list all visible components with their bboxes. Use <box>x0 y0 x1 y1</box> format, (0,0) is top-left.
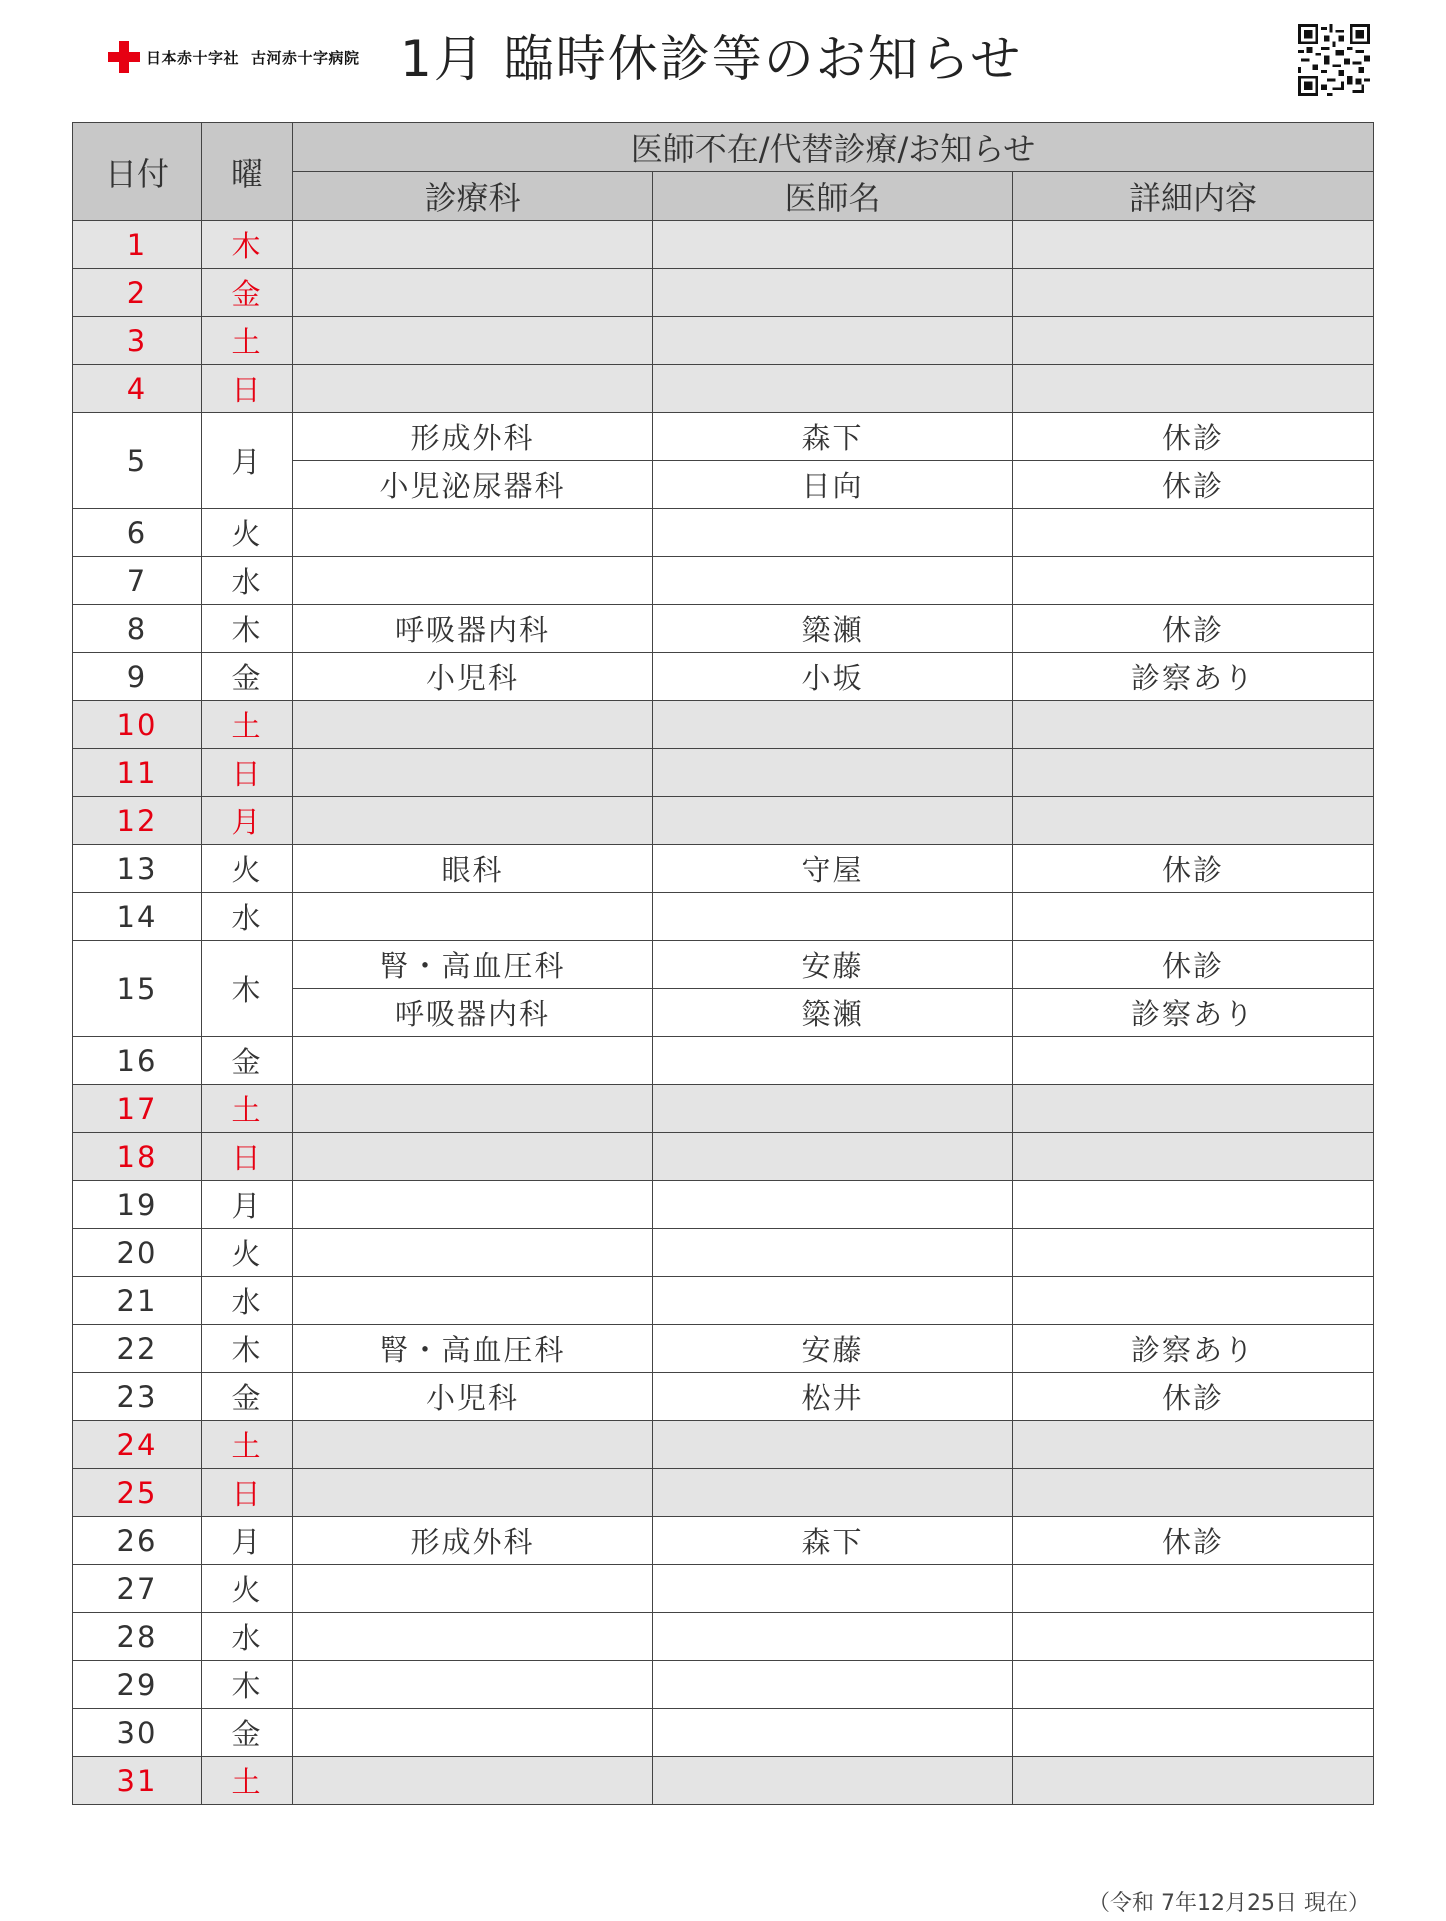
department-cell <box>293 1565 653 1613</box>
detail-cell: 休診 <box>1013 605 1374 653</box>
table-row <box>73 653 1374 701</box>
date-cell: 6 <box>73 509 202 557</box>
date-cell: 11 <box>73 749 202 797</box>
date-cell: 28 <box>73 1613 202 1661</box>
weekday-cell: 火 <box>202 1229 293 1277</box>
table-row <box>73 893 1374 941</box>
weekday-cell: 日 <box>202 1469 293 1517</box>
date-cell: 7 <box>73 557 202 605</box>
red-cross-icon <box>108 41 140 73</box>
date-cell: 9 <box>73 653 202 701</box>
detail-cell <box>1013 1757 1374 1805</box>
date-cell: 5 <box>73 413 202 509</box>
detail-cell: 診察あり <box>1013 1325 1374 1373</box>
table-row <box>73 269 1374 317</box>
weekday-cell: 土 <box>202 1085 293 1133</box>
weekday-cell: 日 <box>202 1133 293 1181</box>
table-row <box>73 797 1374 845</box>
doctor-cell <box>653 1613 1013 1661</box>
date-cell: 22 <box>73 1325 202 1373</box>
department-cell <box>293 317 653 365</box>
table-row <box>73 509 1374 557</box>
detail-cell <box>1013 1085 1374 1133</box>
department-cell <box>293 1277 653 1325</box>
date-cell: 4 <box>73 365 202 413</box>
weekday-cell: 日 <box>202 749 293 797</box>
detail-cell <box>1013 893 1374 941</box>
weekday-cell: 木 <box>202 605 293 653</box>
detail-cell: 休診 <box>1013 1373 1374 1421</box>
table-row <box>73 1469 1374 1517</box>
weekday-cell: 火 <box>202 1565 293 1613</box>
department-cell <box>293 1661 653 1709</box>
department-cell <box>293 269 653 317</box>
qr-code-icon[interactable] <box>1298 24 1370 96</box>
weekday-cell: 金 <box>202 1709 293 1757</box>
table-row <box>73 1613 1374 1661</box>
header-weekday: 曜 <box>202 123 293 221</box>
doctor-cell <box>653 509 1013 557</box>
table-row <box>73 365 1374 413</box>
department-cell <box>293 1085 653 1133</box>
doctor-cell <box>653 1181 1013 1229</box>
weekday-cell: 土 <box>202 1757 293 1805</box>
header-group: 医師不在/代替診療/お知らせ <box>293 123 1374 172</box>
date-cell: 23 <box>73 1373 202 1421</box>
department-cell <box>293 893 653 941</box>
department-cell: 呼吸器内科 <box>293 989 653 1037</box>
department-cell: 腎・高血圧科 <box>293 941 653 989</box>
detail-cell: 休診 <box>1013 461 1374 509</box>
date-cell: 1 <box>73 221 202 269</box>
weekday-cell: 木 <box>202 1325 293 1373</box>
detail-cell: 休診 <box>1013 845 1374 893</box>
detail-cell <box>1013 1133 1374 1181</box>
header-details: 詳細内容 <box>1013 172 1374 221</box>
department-cell <box>293 1229 653 1277</box>
doctor-cell <box>653 365 1013 413</box>
department-cell: 形成外科 <box>293 413 653 461</box>
department-cell <box>293 1709 653 1757</box>
org-name: 日本赤十字社 <box>146 48 240 67</box>
doctor-cell <box>653 269 1013 317</box>
department-cell: 呼吸器内科 <box>293 605 653 653</box>
detail-cell <box>1013 1613 1374 1661</box>
department-cell <box>293 1613 653 1661</box>
table-row <box>73 1565 1374 1613</box>
detail-cell <box>1013 1181 1374 1229</box>
table-row <box>73 1085 1374 1133</box>
department-cell <box>293 797 653 845</box>
detail-cell <box>1013 1661 1374 1709</box>
detail-cell <box>1013 1229 1374 1277</box>
detail-cell <box>1013 269 1374 317</box>
detail-cell <box>1013 1565 1374 1613</box>
table-row <box>73 1037 1374 1085</box>
date-cell: 16 <box>73 1037 202 1085</box>
weekday-cell: 月 <box>202 1181 293 1229</box>
doctor-cell: 安藤 <box>653 941 1013 989</box>
date-cell: 14 <box>73 893 202 941</box>
table-row <box>73 701 1374 749</box>
weekday-cell: 火 <box>202 845 293 893</box>
department-cell <box>293 1037 653 1085</box>
table-row <box>73 1757 1374 1805</box>
doctor-cell <box>653 1661 1013 1709</box>
detail-cell <box>1013 1277 1374 1325</box>
weekday-cell: 水 <box>202 557 293 605</box>
table-row <box>73 941 1374 989</box>
weekday-cell: 日 <box>202 365 293 413</box>
weekday-cell: 火 <box>202 509 293 557</box>
date-cell: 31 <box>73 1757 202 1805</box>
department-cell <box>293 221 653 269</box>
department-cell <box>293 1181 653 1229</box>
table-row <box>73 1661 1374 1709</box>
detail-cell: 休診 <box>1013 941 1374 989</box>
department-cell: 形成外科 <box>293 1517 653 1565</box>
date-cell: 27 <box>73 1565 202 1613</box>
date-cell: 17 <box>73 1085 202 1133</box>
doctor-cell <box>653 701 1013 749</box>
detail-cell <box>1013 797 1374 845</box>
weekday-cell: 月 <box>202 1517 293 1565</box>
detail-cell: 診察あり <box>1013 989 1374 1037</box>
department-cell <box>293 1469 653 1517</box>
detail-cell <box>1013 1037 1374 1085</box>
doctor-cell <box>653 749 1013 797</box>
header-department: 診療科 <box>293 172 653 221</box>
doctor-cell: 簗瀬 <box>653 605 1013 653</box>
detail-cell: 休診 <box>1013 413 1374 461</box>
date-cell: 25 <box>73 1469 202 1517</box>
weekday-cell: 水 <box>202 893 293 941</box>
table-row <box>73 1709 1374 1757</box>
weekday-cell: 土 <box>202 317 293 365</box>
department-cell <box>293 557 653 605</box>
date-cell: 24 <box>73 1421 202 1469</box>
detail-cell <box>1013 1421 1374 1469</box>
doctor-cell: 松井 <box>653 1373 1013 1421</box>
doctor-cell <box>653 1037 1013 1085</box>
weekday-cell: 水 <box>202 1277 293 1325</box>
doctor-cell <box>653 1709 1013 1757</box>
date-cell: 10 <box>73 701 202 749</box>
doctor-cell <box>653 893 1013 941</box>
table-row <box>73 1229 1374 1277</box>
weekday-cell: 月 <box>202 413 293 509</box>
department-cell: 小児泌尿器科 <box>293 461 653 509</box>
department-cell <box>293 1421 653 1469</box>
doctor-cell <box>653 317 1013 365</box>
date-cell: 2 <box>73 269 202 317</box>
weekday-cell: 水 <box>202 1613 293 1661</box>
schedule-table <box>72 122 1374 1805</box>
page-title: 1月 臨時休診等のお知らせ <box>400 30 1023 88</box>
doctor-cell <box>653 1421 1013 1469</box>
table-row <box>73 605 1374 653</box>
weekday-cell: 木 <box>202 1661 293 1709</box>
table-row <box>73 1517 1374 1565</box>
date-cell: 12 <box>73 797 202 845</box>
detail-cell <box>1013 365 1374 413</box>
department-cell: 小児科 <box>293 1373 653 1421</box>
date-cell: 3 <box>73 317 202 365</box>
weekday-cell: 金 <box>202 269 293 317</box>
department-cell <box>293 1133 653 1181</box>
doctor-cell: 安藤 <box>653 1325 1013 1373</box>
as-of-date: （令和 7年12月25日 現在） <box>1088 1891 1370 1916</box>
table-row <box>73 1373 1374 1421</box>
detail-cell <box>1013 317 1374 365</box>
doctor-cell: 森下 <box>653 413 1013 461</box>
doctor-cell: 日向 <box>653 461 1013 509</box>
table-row <box>73 1277 1374 1325</box>
header-doctor: 医師名 <box>653 172 1013 221</box>
date-cell: 29 <box>73 1661 202 1709</box>
date-cell: 13 <box>73 845 202 893</box>
doctor-cell <box>653 1133 1013 1181</box>
hospital-name: 古河赤十字病院 <box>251 48 360 67</box>
weekday-cell: 金 <box>202 1037 293 1085</box>
detail-cell <box>1013 557 1374 605</box>
detail-cell <box>1013 749 1374 797</box>
doctor-cell: 簗瀬 <box>653 989 1013 1037</box>
date-cell: 20 <box>73 1229 202 1277</box>
department-cell <box>293 749 653 797</box>
weekday-cell: 土 <box>202 701 293 749</box>
detail-cell: 休診 <box>1013 1517 1374 1565</box>
detail-cell <box>1013 1469 1374 1517</box>
department-cell <box>293 701 653 749</box>
table-row <box>73 317 1374 365</box>
detail-cell <box>1013 701 1374 749</box>
detail-cell: 診察あり <box>1013 653 1374 701</box>
table-row <box>73 749 1374 797</box>
weekday-cell: 木 <box>202 941 293 1037</box>
department-cell: 小児科 <box>293 653 653 701</box>
table-row <box>73 557 1374 605</box>
date-cell: 18 <box>73 1133 202 1181</box>
table-row <box>73 1133 1374 1181</box>
table-row <box>73 1181 1374 1229</box>
weekday-cell: 木 <box>202 221 293 269</box>
weekday-cell: 金 <box>202 1373 293 1421</box>
header-date: 日付 <box>73 123 202 221</box>
doctor-cell <box>653 221 1013 269</box>
weekday-cell: 土 <box>202 1421 293 1469</box>
doctor-cell <box>653 1565 1013 1613</box>
doctor-cell <box>653 1469 1013 1517</box>
table-row <box>73 1325 1374 1373</box>
department-cell <box>293 365 653 413</box>
department-cell: 腎・高血圧科 <box>293 1325 653 1373</box>
doctor-cell: 小坂 <box>653 653 1013 701</box>
doctor-cell <box>653 1085 1013 1133</box>
date-cell: 26 <box>73 1517 202 1565</box>
date-cell: 15 <box>73 941 202 1037</box>
department-cell: 眼科 <box>293 845 653 893</box>
doctor-cell <box>653 557 1013 605</box>
department-cell <box>293 509 653 557</box>
weekday-cell: 金 <box>202 653 293 701</box>
doctor-cell <box>653 1277 1013 1325</box>
detail-cell <box>1013 509 1374 557</box>
detail-cell <box>1013 221 1374 269</box>
doctor-cell <box>653 1229 1013 1277</box>
table-row <box>73 221 1374 269</box>
weekday-cell: 月 <box>202 797 293 845</box>
table-row <box>73 1421 1374 1469</box>
table-row <box>73 845 1374 893</box>
doctor-cell: 守屋 <box>653 845 1013 893</box>
date-cell: 30 <box>73 1709 202 1757</box>
date-cell: 21 <box>73 1277 202 1325</box>
red-cross-logo <box>108 40 360 74</box>
date-cell: 19 <box>73 1181 202 1229</box>
table-row <box>73 413 1374 461</box>
detail-cell <box>1013 1709 1374 1757</box>
doctor-cell <box>653 797 1013 845</box>
department-cell <box>293 1757 653 1805</box>
doctor-cell: 森下 <box>653 1517 1013 1565</box>
doctor-cell <box>653 1757 1013 1805</box>
date-cell: 8 <box>73 605 202 653</box>
